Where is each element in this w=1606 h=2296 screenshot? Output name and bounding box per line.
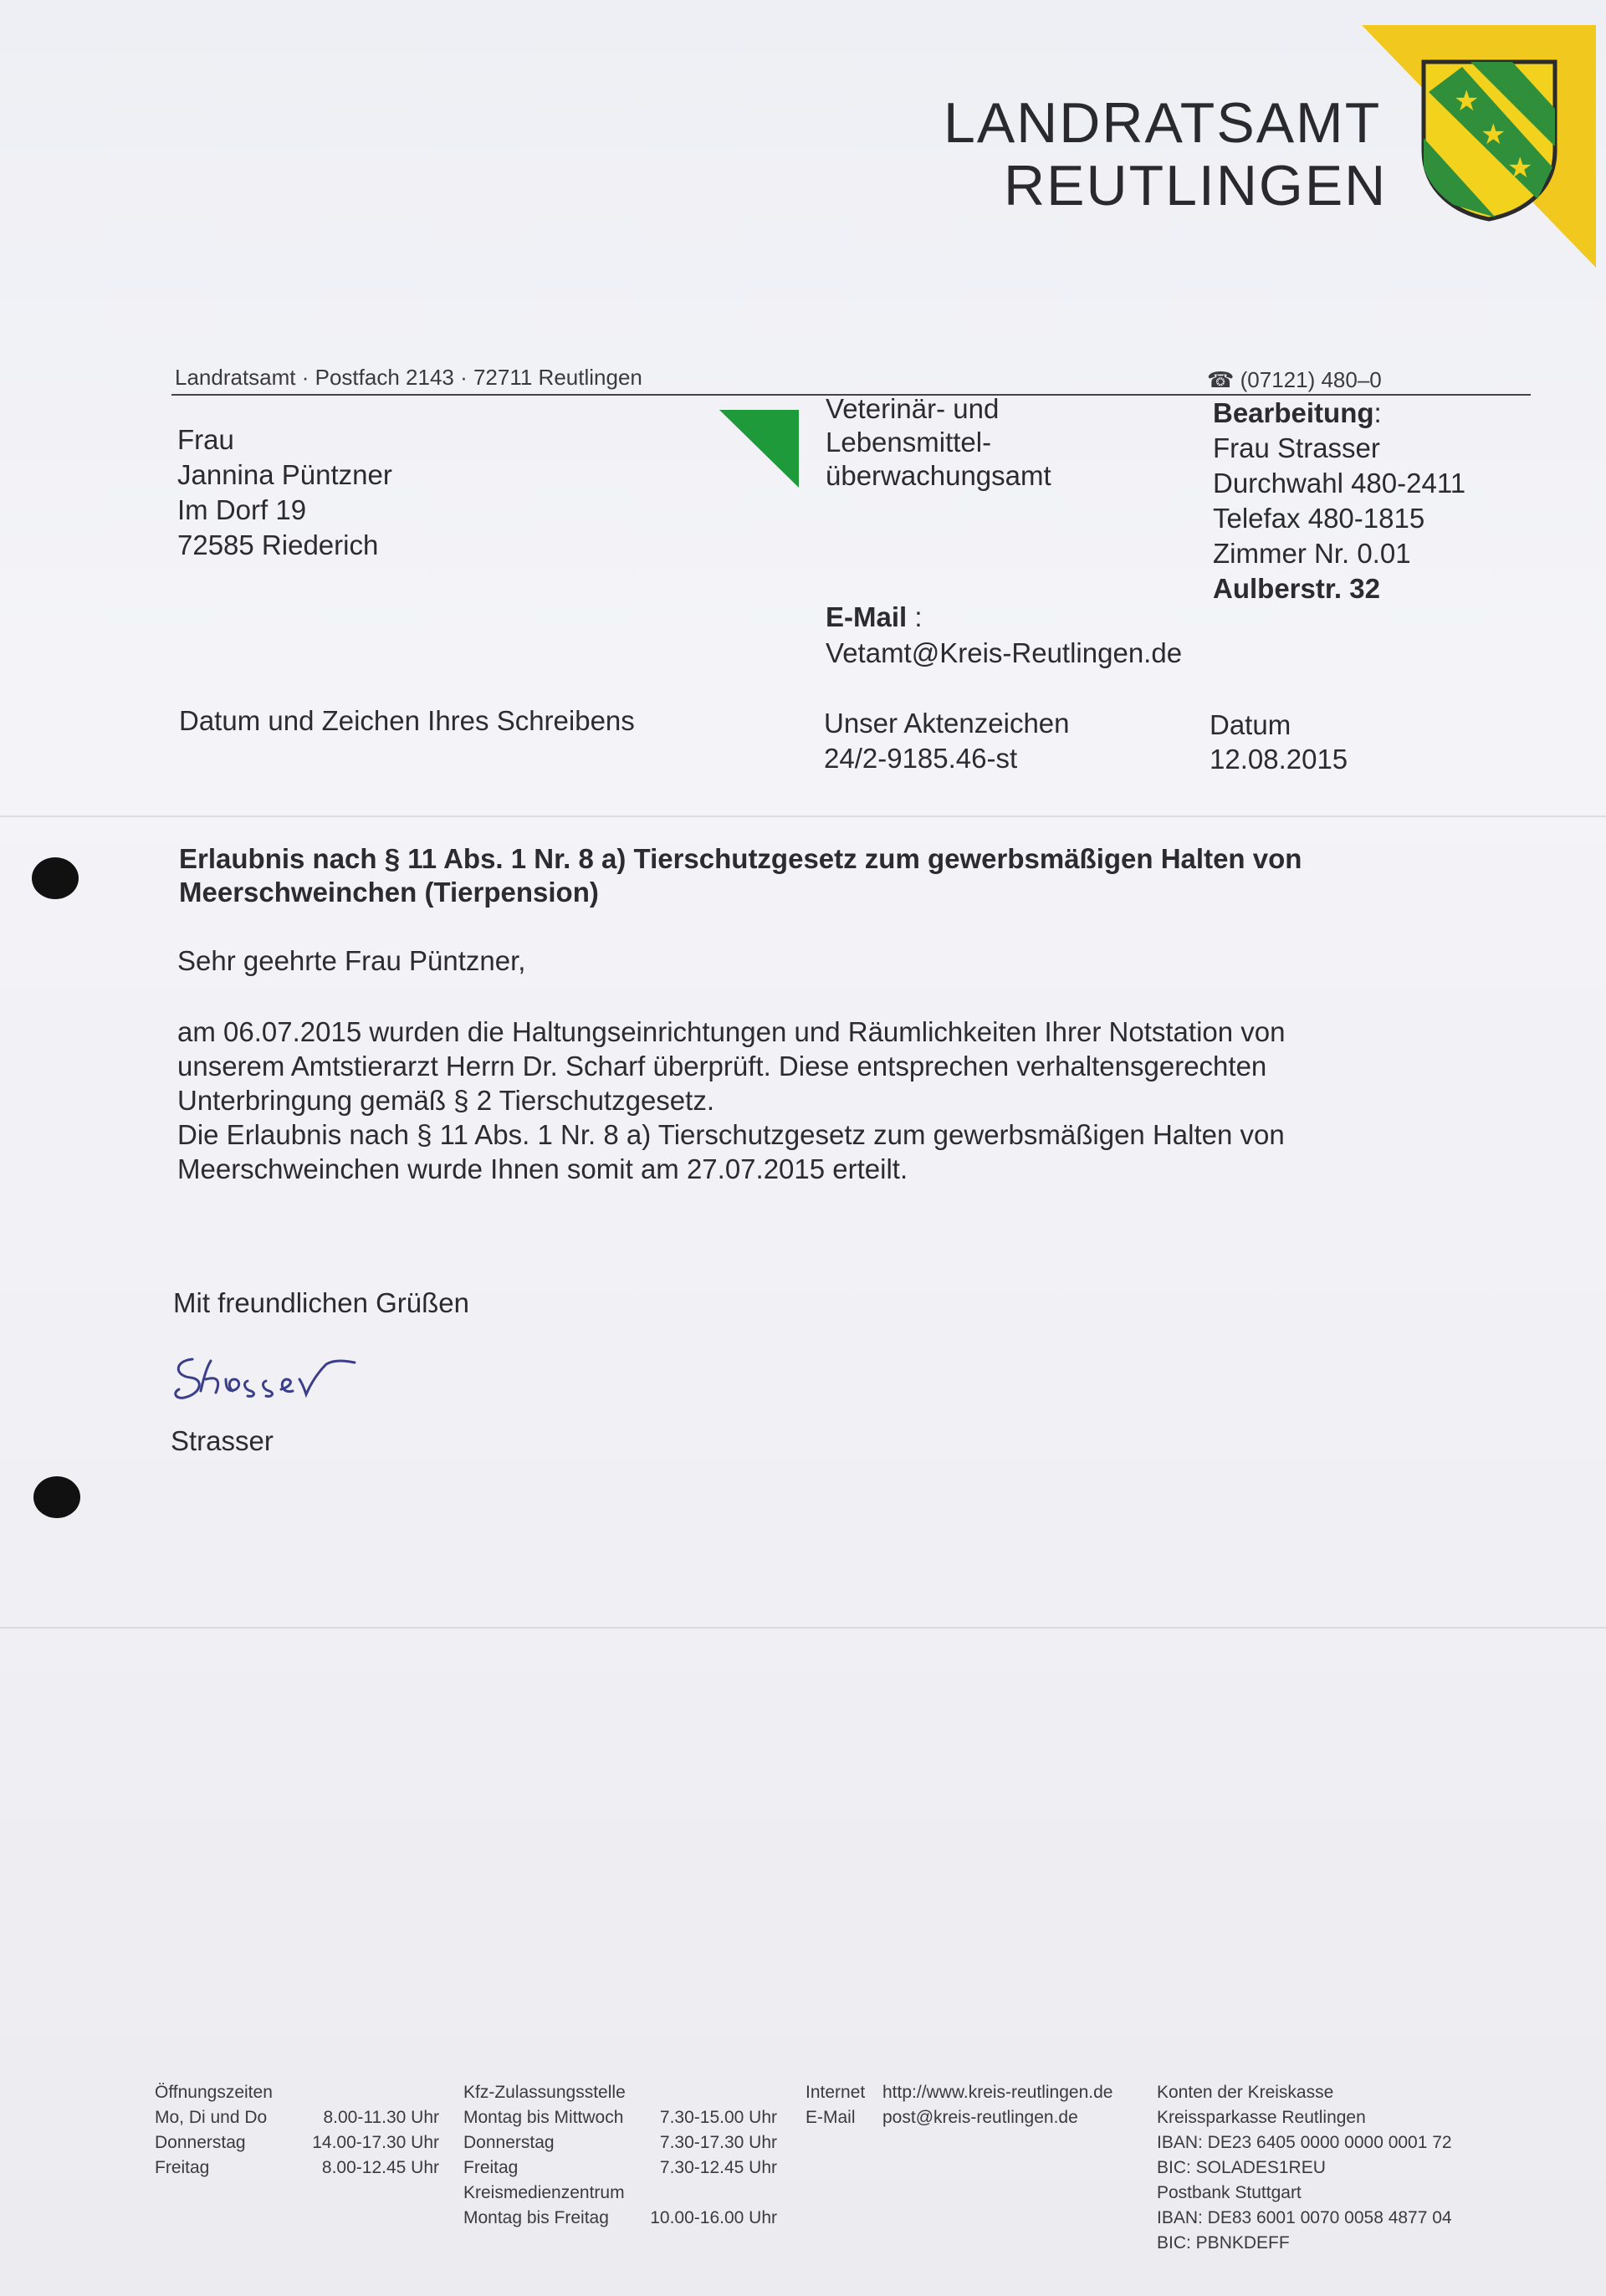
- department-email: Vetamt@Kreis-Reutlingen.de: [826, 637, 1183, 668]
- recipient-name: Jannina Püntzner: [177, 459, 392, 490]
- contact-room: Zimmer Nr. 0.01: [1213, 538, 1411, 569]
- main-phone: ☎ (07121) 480–0: [1207, 367, 1382, 392]
- punch-hole: [32, 857, 79, 899]
- footer-hours-title: Öffnungszeiten: [155, 2083, 273, 2102]
- footer-opening-hours: Öffnungszeiten Mo, Di und Do 8.00-11.30 Uhr Donnerstag 14.00-17.30 Uhr Freitag 8.00-12.45 Uhr: [155, 2080, 439, 2181]
- department-name: Veterinär- und Lebensmittel- überwachungsamt: [826, 393, 1051, 491]
- your-reference-label: Datum und Zeichen Ihres Schreibens: [179, 705, 635, 736]
- recipient-city: 72585 Riederich: [177, 529, 379, 560]
- date-label: Datum: [1210, 709, 1291, 740]
- letter-subject: Erlaubnis nach § 11 Abs. 1 Nr. 8 a) Tierschutzgesetz zum gewerbsmäßigen Halten von Meerschweinchen (Tierpension): [179, 843, 1302, 908]
- department-marker: [719, 410, 799, 488]
- contact-label: Bearbeitung:: [1213, 397, 1382, 428]
- fold-line: [0, 1627, 1606, 1629]
- fold-line: [0, 816, 1606, 817]
- recipient-salutation: Frau: [177, 424, 234, 455]
- body-line: Die Erlaubnis nach § 11 Abs. 1 Nr. 8 a) Tierschutzgesetz zum gewerbsmäßigen Halten von: [177, 1119, 1285, 1150]
- body-line: am 06.07.2015 wurden die Haltungseinrichtungen und Räumlichkeiten Ihrer Notstation von: [177, 1016, 1286, 1047]
- sender-address-line: Landratsamt · Postfach 2143 · 72711 Reutlingen: [175, 365, 642, 390]
- handwritten-signature: [167, 1342, 360, 1409]
- our-reference-value: 24/2-9185.46-st: [824, 743, 1018, 774]
- contact-fax: Telefax 480-1815: [1213, 503, 1425, 534]
- coat-of-arms-logo: [1420, 59, 1558, 222]
- body-line: Unterbringung gemäß § 2 Tierschutzgesetz.: [177, 1085, 715, 1116]
- email-label: E-Mail :: [826, 601, 923, 632]
- footer-email-link[interactable]: post@kreis-reutlingen.de: [882, 2108, 1078, 2127]
- letter-body: [177, 1015, 1285, 1186]
- body-line: Meerschweinchen wurde Ihnen somit am 27.07.2015 erteilt.: [177, 1153, 908, 1184]
- contact-block: [1213, 396, 1465, 606]
- letter-date: 12.08.2015: [1210, 744, 1348, 775]
- recipient-street: Im Dorf 19: [177, 494, 307, 525]
- contact-phone-ext: Durchwahl 480-2411: [1213, 468, 1466, 499]
- contact-address: Aulberstr. 32: [1213, 573, 1380, 604]
- letter-greeting: Sehr geehrte Frau Püntzner,: [177, 945, 526, 976]
- brand-name-line2: REUTLINGEN: [1004, 154, 1388, 217]
- footer-bank-title: Konten der Kreiskasse: [1157, 2083, 1334, 2102]
- recipient-address: [177, 422, 392, 563]
- our-reference-label: Unser Aktenzeichen: [824, 708, 1070, 739]
- signer-name: Strasser: [171, 1425, 274, 1456]
- svg-text:★: ★: [1507, 151, 1533, 185]
- svg-text:★: ★: [1454, 84, 1480, 118]
- footer-bank-accounts: Konten der Kreiskasse Kreissparkasse Reutlingen IBAN: DE23 6405 0000 0000 0001 72 BIC: SOLADES1REU Postbank Stuttgart IBAN: DE83 6001 0070 0058 4877 04 BIC: PBNKDEFF: [1157, 2080, 1452, 2256]
- contact-person: Frau Strasser: [1213, 432, 1380, 463]
- brand-name-line1: LANDRATSAMT: [944, 91, 1382, 155]
- closing-formula: Mit freundlichen Grüßen: [173, 1287, 469, 1318]
- footer-website-link[interactable]: http://www.kreis-reutlingen.de: [882, 2083, 1113, 2102]
- footer-web: Internet http://www.kreis-reutlingen.de E-Mail post@kreis-reutlingen.de: [806, 2080, 1112, 2130]
- punch-hole: [33, 1476, 80, 1518]
- body-line: unserem Amtstierarzt Herrn Dr. Scharf überprüft. Diese entsprechen verhaltensgerechten: [177, 1051, 1267, 1082]
- footer-kfz-title: Kfz-Zulassungsstelle: [463, 2083, 626, 2102]
- footer-kfz-hours: Kfz-Zulassungsstelle Montag bis Mittwoch 7.30-15.00 Uhr Donnerstag 7.30-17.30 Uhr Freitag 7.30-12.45 Uhr Kreismedienzentrum Montag bis Freitag 10.00-16.00 Uhr: [463, 2080, 777, 2231]
- svg-text:★: ★: [1481, 118, 1506, 151]
